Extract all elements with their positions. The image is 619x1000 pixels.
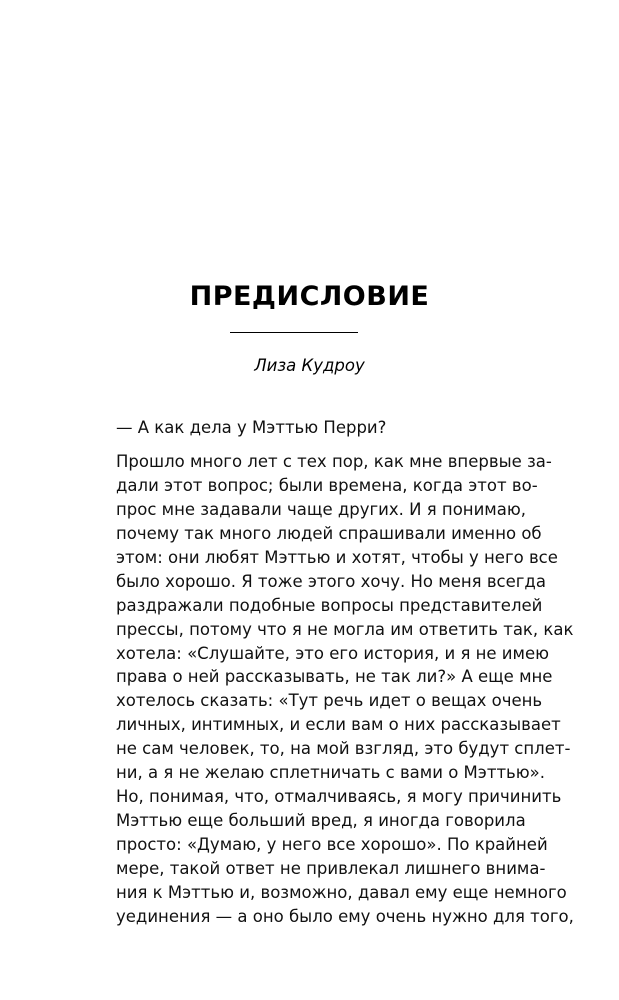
paragraph-line: ни, а я не желаю сплетничать с вами о Мэттью». — [116, 763, 546, 783]
paragraph-line: было хорошо. Я тоже этого хочу. Но меня всегда — [116, 571, 546, 591]
chapter-author: Лиза Кудроу — [254, 356, 365, 375]
paragraph-line: не сам человек, то, на мой взгляд, это будут сплет- — [116, 739, 571, 759]
paragraph-line: права о ней рассказывать, не так ли?» А еще мне — [116, 667, 553, 687]
paragraph-line: Мэттью еще больший вред, я иногда говорила — [116, 811, 526, 831]
chapter-title: ПРЕДИСЛОВИЕ — [189, 281, 430, 312]
paragraph-line: хотела: «Слушайте, это его история, и я не имею — [116, 643, 550, 663]
paragraph-line: хотелось сказать: «Тут речь идет о вещах очень — [116, 691, 543, 711]
body-paragraph — [116, 450, 574, 929]
dialogue-line — [116, 418, 501, 437]
paragraph-line: почему так много людей спрашивали именно об — [116, 523, 542, 543]
paragraph-line: Но, понимая, что, отмалчиваясь, я могу причинить — [116, 787, 562, 807]
paragraph-line: Прошло много лет с тех пор, как мне впервые за- — [116, 452, 552, 471]
dialogue-text: — А как дела у Мэттью Перри? — [116, 418, 387, 437]
paragraph-line: уединения — а оно было ему очень нужно для того, — [116, 906, 574, 926]
title-divider — [230, 332, 358, 333]
paragraph-line: раздражали подобные вопросы представителей — [116, 595, 543, 615]
paragraph-line: мере, такой ответ не привлекал лишнего внима- — [116, 858, 546, 878]
paragraph-line: ния к Мэттью и, возможно, давал ему еще немного — [116, 882, 567, 902]
paragraph-line: этом: они любят Мэттью и хотят, чтобы у него все — [116, 547, 558, 567]
paragraph-line: личных, интимных, и если вам о них рассказывает — [116, 715, 561, 735]
paragraph-line: просто: «Думаю, у него все хорошо». По крайней — [116, 835, 548, 854]
paragraph-line: прос мне задавали чаще других. И я понимаю, — [116, 499, 526, 519]
paragraph-line: прессы, потому что я не могла им ответить так, как — [116, 619, 574, 639]
paragraph-line: дали этот вопрос; были времена, когда этот во- — [116, 475, 538, 495]
